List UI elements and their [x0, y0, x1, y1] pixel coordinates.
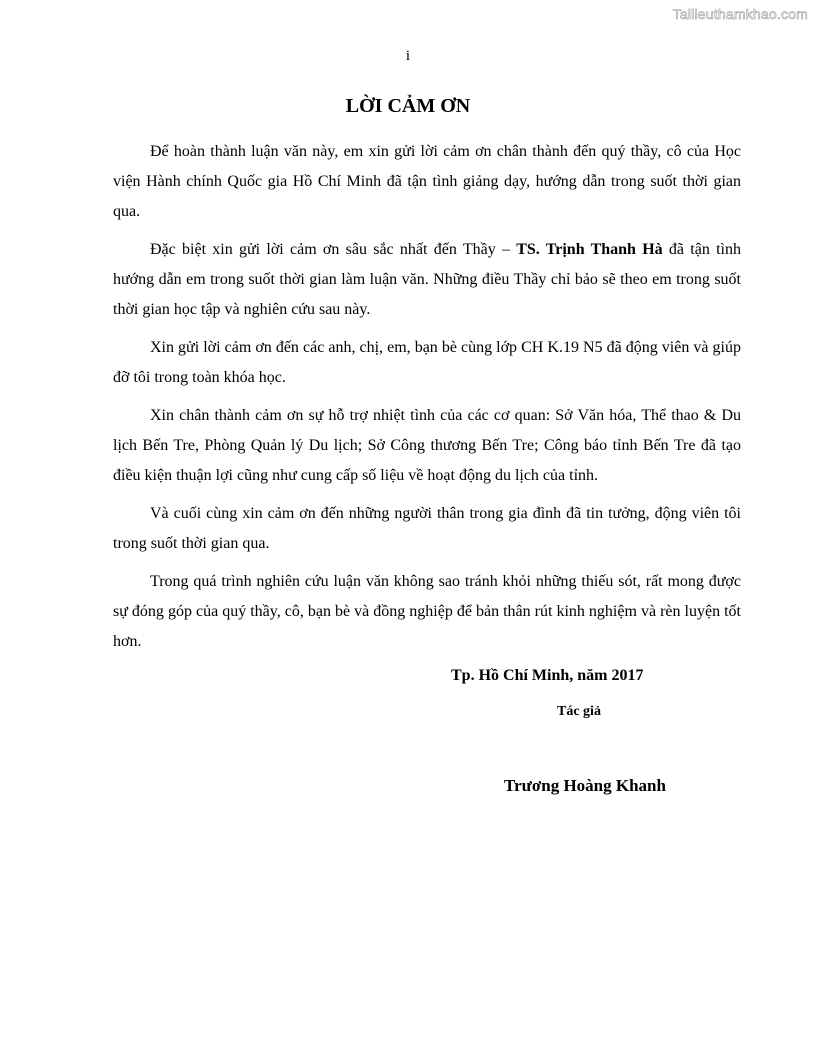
- author-name: Trương Hoàng Khanh: [504, 776, 666, 795]
- acknowledgement-body: [113, 137, 741, 665]
- paragraph-2-rest: đã tận tình hướng dẫn em trong suốt thời gian làm luận văn. Những điều Thầy chỉ bảo sẽ theo em trong suốt thời gian học tập và nghiên cứu sau này.: [113, 241, 741, 318]
- page-title: LỜI CẢM ƠN: [345, 95, 471, 117]
- paragraph-2-lead: Đặc biệt xin gửi lời cảm ơn sâu sắc nhất đến Thầy –: [150, 241, 517, 258]
- paragraph-3: Xin gửi lời cảm ơn đến các anh, chị, em, bạn bè cùng lớp CH K.19 N5 đã động viên và giúp đỡ tôi trong toàn khóa học.: [113, 339, 741, 386]
- watermark: Tailieuthamkhao.com: [672, 6, 808, 22]
- paragraph-6: Trong quá trình nghiên cứu luận văn không sao tránh khỏi những thiếu sót, rất mong được sự đóng góp của quý thầy, cô, bạn bè và đồng nghiệp để bản thân rút kinh nghiệm và rèn luyện tốt hơn.: [113, 573, 741, 650]
- paragraph-2: [113, 235, 741, 325]
- signature-place-date: Tp. Hồ Chí Minh, năm 2017: [451, 667, 644, 684]
- paragraph-1: Để hoàn thành luận văn này, em xin gửi lời cảm ơn chân thành đến quý thầy, cô của Học viện Hành chính Quốc gia Hồ Chí Minh đã tận tình giảng dạy, hướng dẫn trong suốt thời gian qua.: [113, 143, 741, 220]
- paragraph-5: Và cuối cùng xin cảm ơn đến những người thân trong gia đình đã tin tưởng, động viên tôi trong suốt thời gian qua.: [113, 505, 741, 552]
- paragraph-4: Xin chân thành cảm ơn sự hỗ trợ nhiệt tình của các cơ quan: Sở Văn hóa, Thể thao & Du lịch Bến Tre, Phòng Quản lý Du lịch; Sở Công thương Bến Tre; Công báo tỉnh Bến Tre đã tạo điều kiện thuận lợi cũng như cung cấp số liệu về hoạt động du lịch của tỉnh.: [113, 407, 741, 484]
- advisor-name: TS. Trịnh Thanh Hà: [516, 241, 663, 258]
- page-number: i: [405, 48, 411, 64]
- signature-role: Tác giả: [557, 704, 601, 719]
